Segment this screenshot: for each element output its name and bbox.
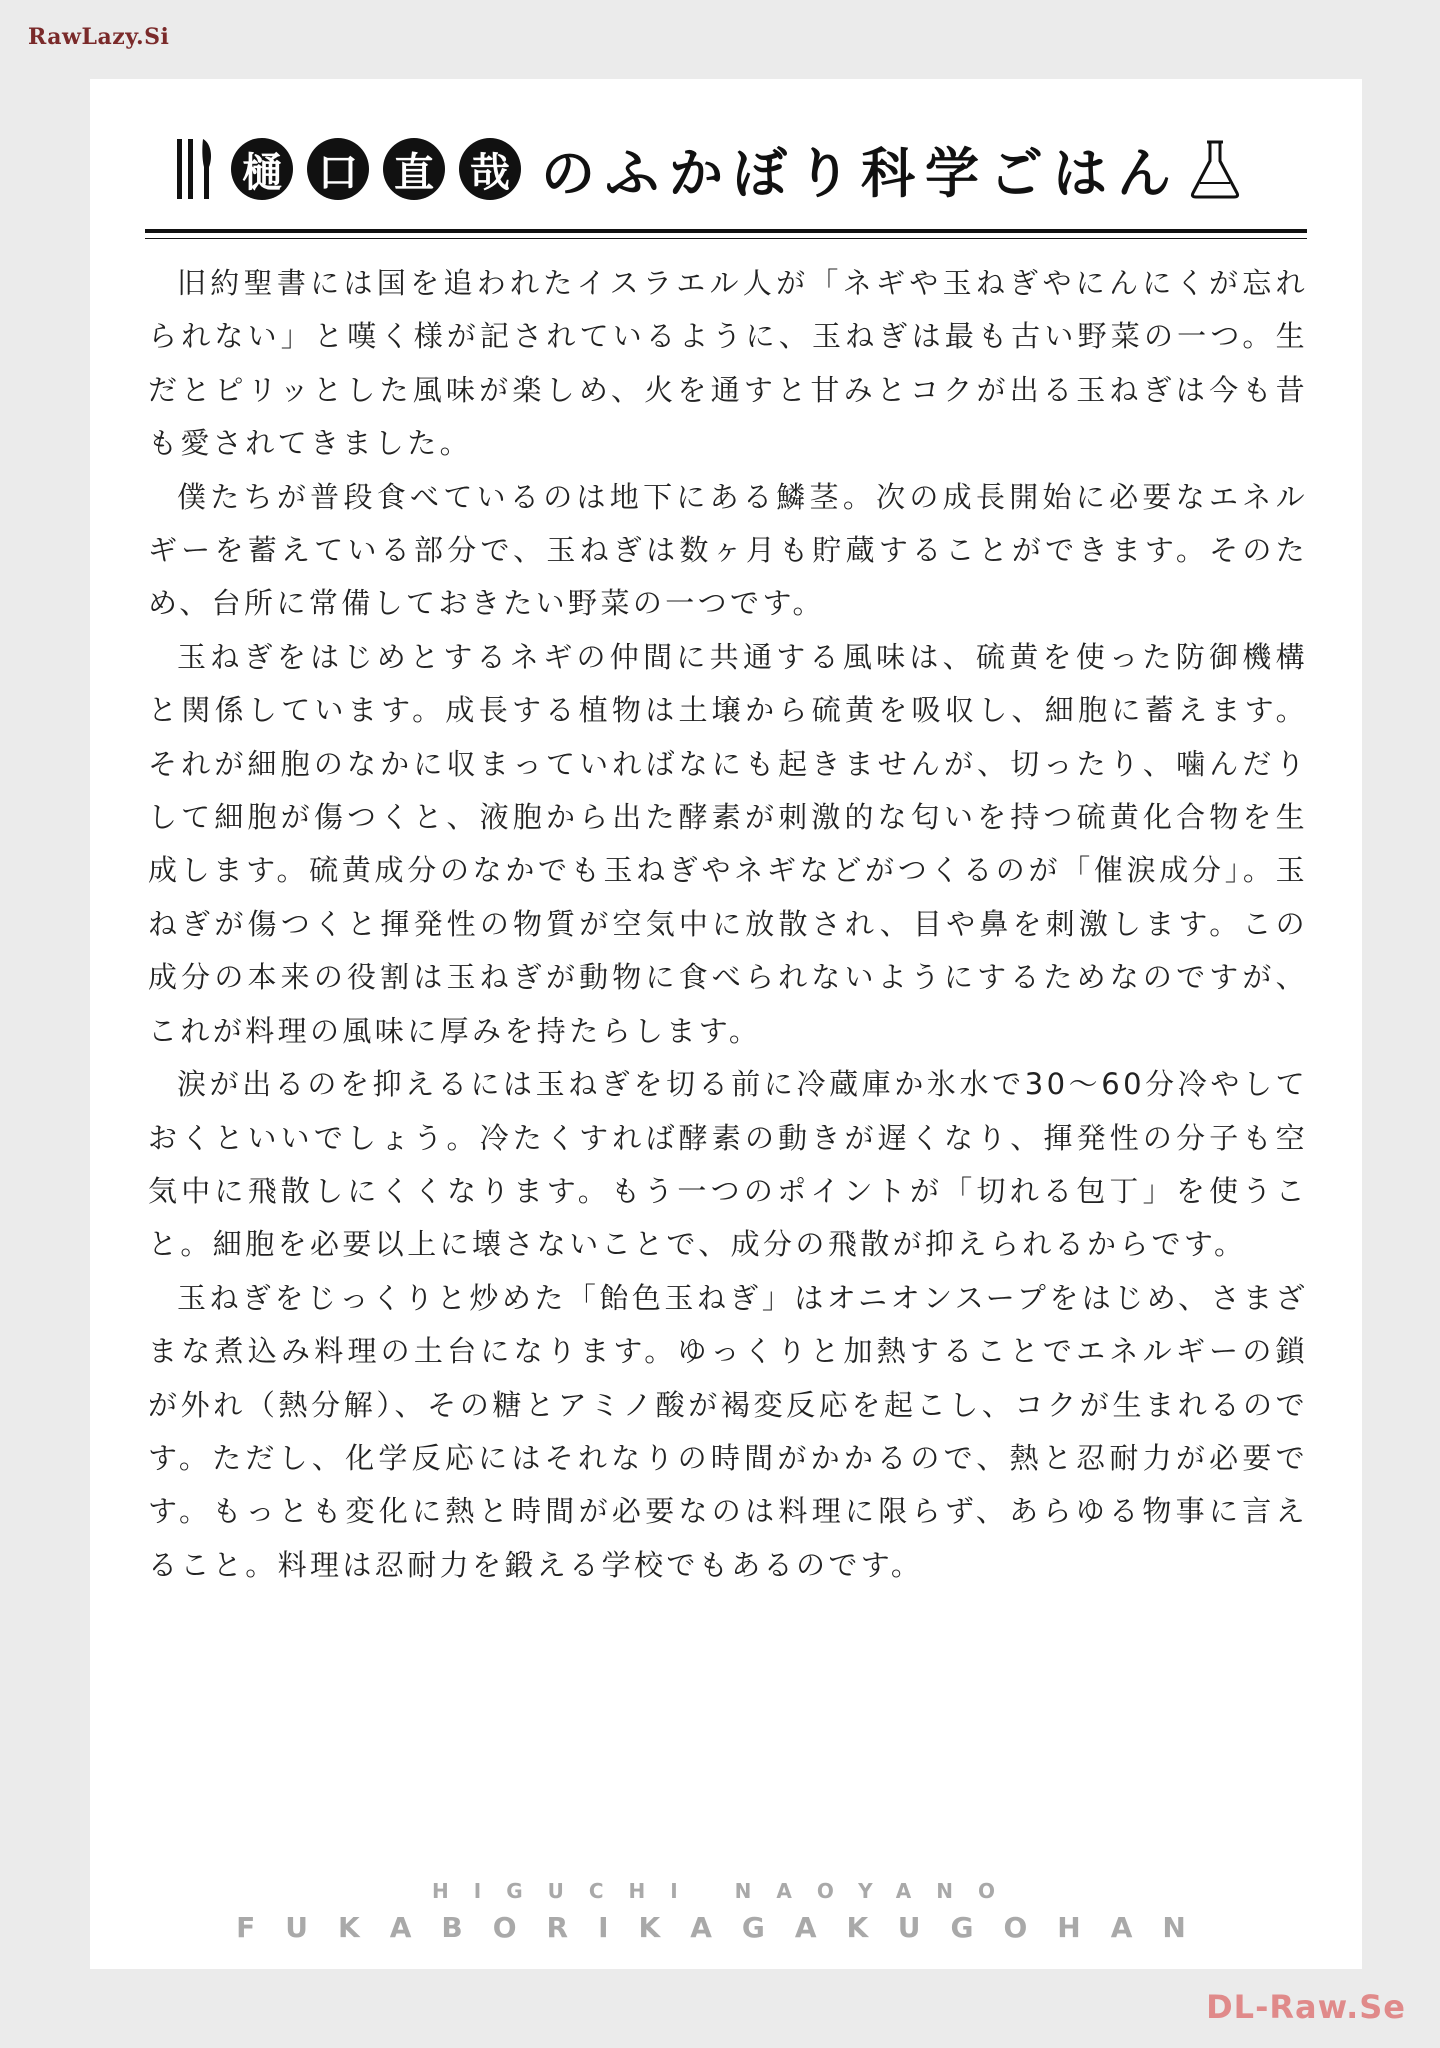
article-body (148, 257, 1308, 1592)
paragraph: 玉ねぎをじっくりと炒めた「飴色玉ねぎ」はオニオンスープをはじめ、さまざまな煮込み料理の土台になります。ゆっくりと加熱することでエネルギーの鎖が外れ（熱分解）、その糖とアミノ酸が褐変反応を起こし、コクが生まれるのです。ただし、化学反応にはそれなりの時間がかかるので、熱と忍耐力が必要です。もっとも変化に熱と時間が必要なのは料理に限らず、あらゆる物事に言えること。料理は忍耐力を鍛える学校でもあるのです。 (148, 1280, 1308, 1582)
title-text: のふかぼり科学ごはん (541, 141, 1181, 205)
header-rule (145, 229, 1307, 233)
column-title (175, 119, 1241, 219)
flask-icon (1189, 139, 1241, 199)
title-kanji-circle: 樋 (231, 138, 293, 200)
title-kanji-circle: 直 (383, 138, 445, 200)
title-kanji-circle: 口 (307, 138, 369, 200)
fork-icon (175, 137, 215, 201)
paragraph: 玉ねぎをはじめとするネギの仲間に共通する風味は、硫黄を使った防御機構と関係しています。成長する植物は土壌から硫黄を吸収し、細胞に蓄えます。それが細胞のなかに収まっていればなにも起きませんが、切ったり、噛んだりして細胞が傷つくと、液胞から出た酵素が刺激的な匂いを持つ硫黄化合物を生成します。硫黄成分のなかでも玉ねぎやネギなどがつくるのが「催涙成分」。玉ねぎが傷つくと揮発性の物質が空気中に放散され、目や鼻を刺激します。この成分の本来の役割は玉ねぎが動物に食べられないようにするためなのですが、これが料理の風味に厚みを持たらします。 (148, 639, 1308, 1048)
watermark-bottom: DL-Raw.Se (1206, 1988, 1406, 2026)
footer-author: HIGUCHI NAOYANO (432, 1879, 1020, 1903)
title-kanji-circle: 哉 (459, 138, 521, 200)
header-rule (145, 238, 1307, 239)
watermark-top: RawLazy.Si (28, 24, 170, 50)
paragraph: 僕たちが普段食べているのは地下にある鱗茎。次の成長開始に必要なエネルギーを蓄えている部分で、玉ねぎは数ヶ月も貯蔵することができます。そのため、台所に常備しておきたい野菜の一つです。 (148, 479, 1308, 621)
document-page (90, 79, 1362, 1969)
column-header (145, 119, 1307, 229)
paragraph: 涙が出るのを抑えるには玉ねぎを切る前に冷蔵庫か氷水で30～60分冷やしておくといいでしょう。冷たくすれば酵素の動きが遅くなり、揮発性の分子も空気中に飛散しにくくなります。もう一つのポイントが「切れる包丁」を使うこと。細胞を必要以上に壊さないことで、成分の飛散が抑えられるからです。 (148, 1067, 1308, 1262)
paragraph: 旧約聖書には国を追われたイスラエル人が「ネギや玉ねぎやにんにくが忘れられない」と嘆く様が記されているように、玉ねぎは最も古い野菜の一つ。生だとピリッとした風味が楽しめ、火を通すと甘みとコクが出る玉ねぎは今も昔も愛されてきました。 (148, 266, 1308, 461)
footer-series: FUKABORIKAGAKUGOHAN (236, 1911, 1216, 1944)
